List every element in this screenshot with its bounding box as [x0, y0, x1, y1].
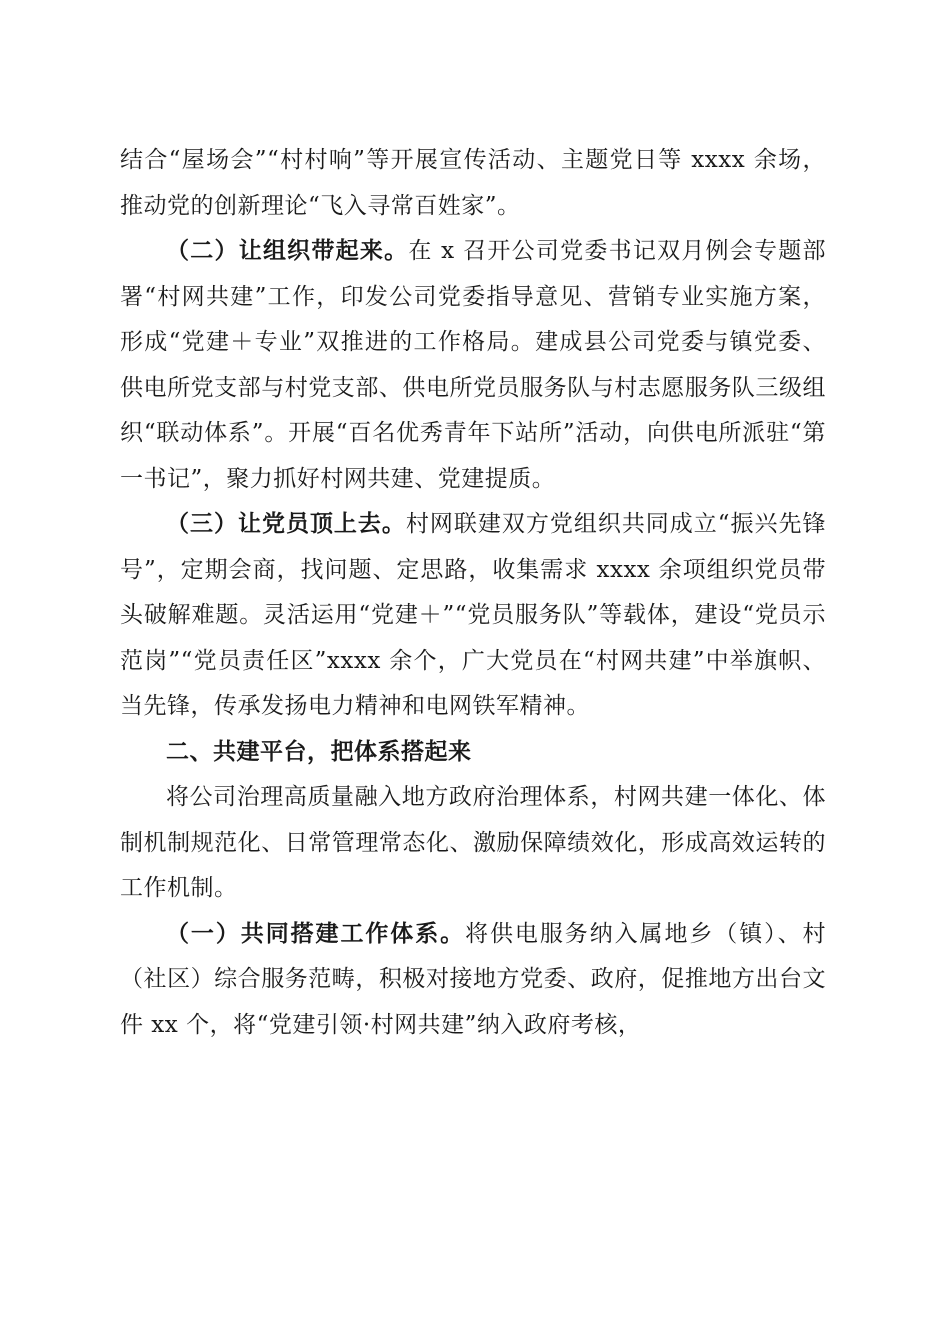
section-intro: 将公司治理高质量融入地方政府治理体系，村网共建一体化、体制机制规范化、日常管理常态化、激励保障绩效化，形成高效运转的工作机制。	[120, 784, 826, 901]
document-body	[120, 138, 826, 1048]
paragraph-text: 结合“屋场会”“村村响”等开展宣传活动、主题党日等 xxxx 余场，推动党的创新理论“飞入寻常百姓家”。	[120, 147, 826, 219]
paragraph-continuation	[120, 138, 826, 229]
paragraph-text: 将供电服务纳入属地乡（镇）、村（社区）综合服务范畴，积极对接地方党委、政府，促推地方出台文件 xx 个，将“党建引领·村网共建”纳入政府考核，	[120, 920, 827, 1038]
paragraph-lead: （一）共同搭建工作体系。	[166, 920, 466, 947]
paragraph-lead: （三）让党员顶上去。	[166, 511, 406, 537]
paragraph-text: 在 x 召开公司党委书记双月例会专题部署“村网共建”工作，印发公司党委指导意见、营销专业实施方案，形成“党建＋专业”双推进的工作格局。建成县公司党委与镇党委、供电所党支部与村党支部、供电所党员服务队与村志愿服务队三级组织“联动体系”。开展“百名优秀青年下站所”活动，向供电所派驻“第一书记”，聚力抓好村网共建、党建提质。	[120, 238, 827, 492]
paragraph-organization	[120, 229, 826, 502]
paragraph-lead: （二）让组织带起来。	[166, 238, 409, 264]
section-heading: 二、共建平台，把体系搭起来	[166, 738, 472, 765]
paragraph-work-system	[120, 912, 826, 1049]
paragraph-text: 村网联建双方党组织共同成立“振兴先锋号”，定期会商，找问题、定思路，收集需求 xxxx 余项组织党员带头破解难题。灵活运用“党建＋”“党员服务队”等载体，建设“党员示范岗”“党员责任区”xxxx 余个，广大党员在“村网共建”中举旗帜、当先锋，传承发扬电力精神和电网铁军精神。	[120, 511, 826, 719]
paragraph-party-members	[120, 502, 826, 730]
